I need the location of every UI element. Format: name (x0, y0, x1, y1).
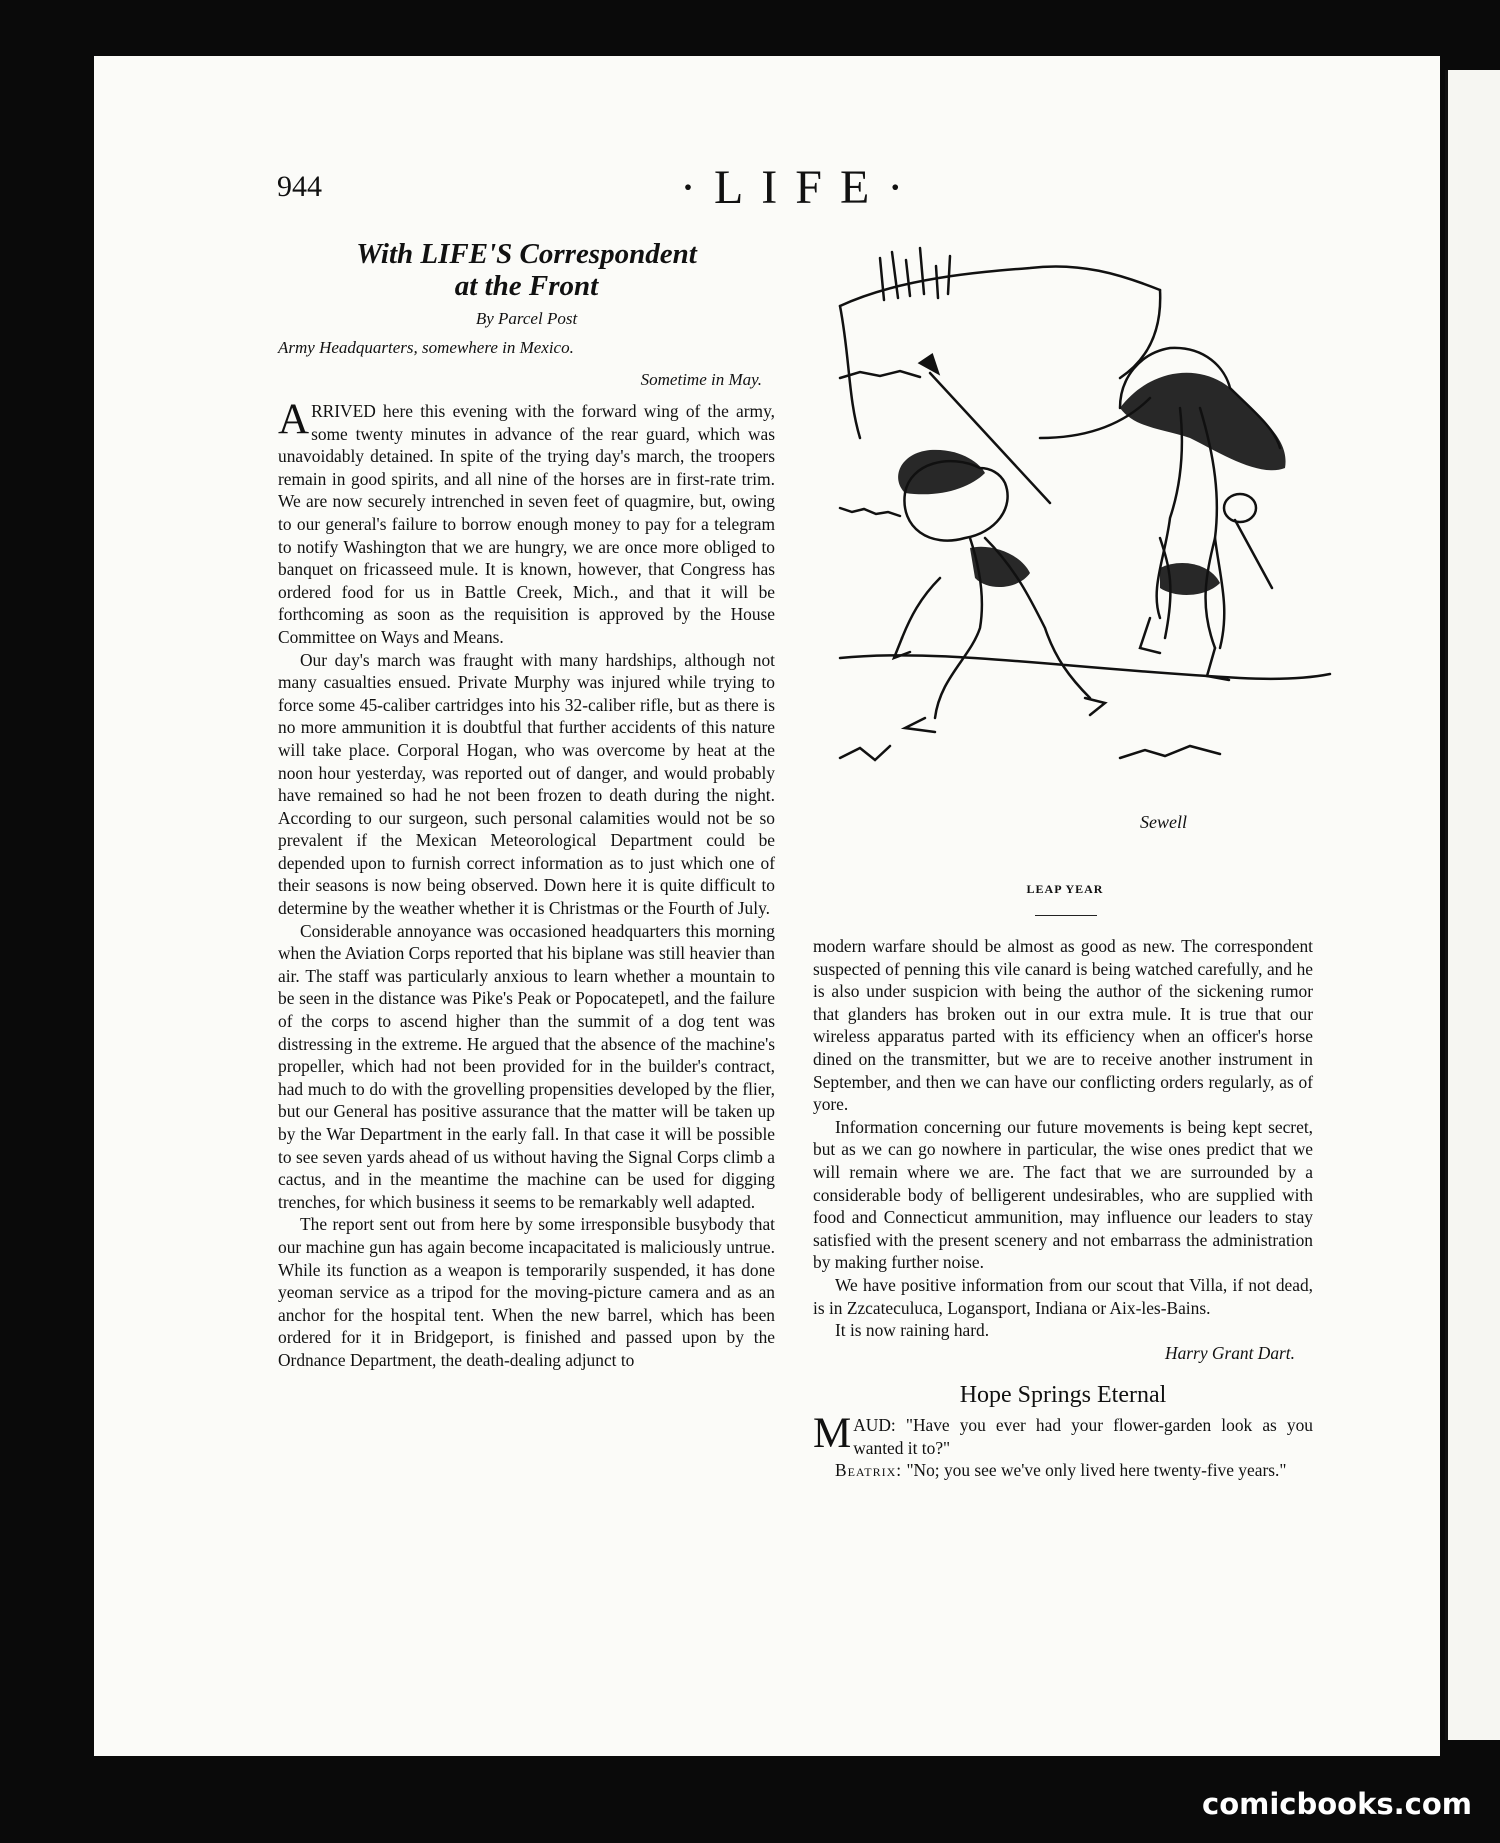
dateline-time: Sometime in May. (640, 370, 762, 389)
masthead: ·LIFE· (680, 161, 922, 214)
sidebar-title: Hope Springs Eternal (959, 1382, 1167, 1409)
title-line-1: With LIFE'S Correspondent (356, 238, 697, 270)
byline: By Parcel Post (475, 309, 578, 328)
sidebar-line-2: Beatrix: "No; you see we've only lived here twenty-five years." (835, 1460, 1287, 1481)
paragraph-2: Our day's march was fraught with many hardships, although not many casualties ensued. Private Murphy was injured while trying to force some 45-caliber cartridges into his 32-caliber rifle, but as there is no more ammunition it is doubtful that further accidents of this nature will take place. Corporal Hogan, who was overcome by heat at the noon hour yesterday, was reported out of danger, and would probably have remained so had he not been frozen to death during the night. According to our surgeon, such personal calamities would not be so prevalent if the Mexican Meteorological Department could be depended upon to furnish correct information as to just which one of their seasons is now being observed. Down here it is quite difficult to determine by the weather whether it is Christmas or the Fourth of July. (278, 649, 775, 919)
drop-cap: A (278, 396, 310, 443)
speaker-2: Beatrix: (835, 1460, 903, 1481)
paragraph-7: We have positive information from our scout that Villa, if not dead, is in Zzcateculuca, Logansport, Indiana or Aix-les-Bains. (813, 1274, 1313, 1318)
article-signature: Harry Grant Dart. (1165, 1342, 1295, 1363)
page-number: 944 (277, 170, 322, 203)
title-line-2: at the Front (454, 270, 599, 302)
paragraph-8: It is now raining hard. (835, 1320, 990, 1341)
sidebar-line-1: MAUD: "Have you ever had your flower-garden look as you wanted it to?" (813, 1410, 1313, 1458)
speaker-1: AUD: (853, 1415, 896, 1436)
illustration-caption: LEAP YEAR (1026, 882, 1104, 896)
paragraph-5: modern warfare should be almost as good as new. The correspondent suspected of penning this vile canard is being watched carefully, and he is also under suspicion with being the author of the sickening rumor that glanders has broken out in our extra mule. It is true that our wireless apparatus parted with its efficiency when an officer's horse dined on the transmitter, but we are to receive another instrument in September, and then we can have our conflicting orders regularly, as of yore. (813, 936, 1313, 1115)
sidebar-drop-cap: M (813, 1410, 852, 1458)
caption-rule (1035, 915, 1097, 916)
paragraph-4: The report sent out from here by some irresponsible busybody that our machine gun has again become incapacitated is maliciously untrue. While its function as a weapon is temporarily suspended, it has done yeoman service as a tripod for the moving-picture camera and as an anchor for the hospital tent. When the new barrel, which has been ordered for it in Bridgeport, is finished and passed upon by the Ordnance Department, the death-dealing adjunct to (278, 1214, 775, 1370)
article-title (278, 238, 775, 302)
leap-year-illustration (820, 238, 1340, 868)
dateline-place: Army Headquarters, somewhere in Mexico. (278, 338, 574, 357)
next-page-edge (1445, 70, 1500, 1740)
paragraph-6: Information concerning our future movements is being kept secret, but as we can go nowhere in particular, the wise ones predict that we will remain where we are. The fact that we are surrounded by a considerable body of belligerent undesirables, who are supplied with food and Connecticut ammunition, may influence our leaders to stay satisfied with the present scenery and not embarrass the administration by making further noise. (813, 1116, 1313, 1273)
left-column (278, 396, 775, 1372)
paragraph-1: ARRIVED here this evening with the forward wing of the army, some twenty minutes in advance of the rear guard, which was unavoidably detained. In spite of the trying day's march, the troopers remain in good spirits, and all nine of the horses are in first-rate trim. We are now securely intrenched in seven feet of quagmire, but, owing to our general's failure to borrow enough money to pay for a telegram to notify Washington that we are hungry, we are once more obliged to banquet on fricasseed mule. It is known, however, that Congress has ordered food for us in Battle Creek, Mich., and that it will be forthcoming as soon as the requisition is approved by the House Committee on Ways and Means. (278, 396, 775, 647)
watermark: comicbooks.com (1202, 1787, 1472, 1821)
artist-signature: Sewell (1140, 812, 1187, 832)
right-column (813, 935, 1313, 1482)
paragraph-3: Considerable annoyance was occasioned headquarters this morning when the Aviation Corps reported that his biplane was still heavier than air. The staff was particularly anxious to learn whether a mountain to be seen in the distance was Pike's Peak or Popocatepetl, and the failure of the corps to ascend higher than the summit of a dog tent was distressing in the extreme. He argued that the absence of the machine's propeller, which had not been provided for in the builder's contract, had much to do with the grovelling propensities developed by the flier, but our General has positive assurance that the matter will be taken up by the War Department in the early fall. In that case it will be possible to see seven yards ahead of us without having the Signal Corps climb a cactus, and in the meantime the machine can be used for digging trenches, for which business it seems to be remarkably well adapted. (278, 920, 775, 1212)
